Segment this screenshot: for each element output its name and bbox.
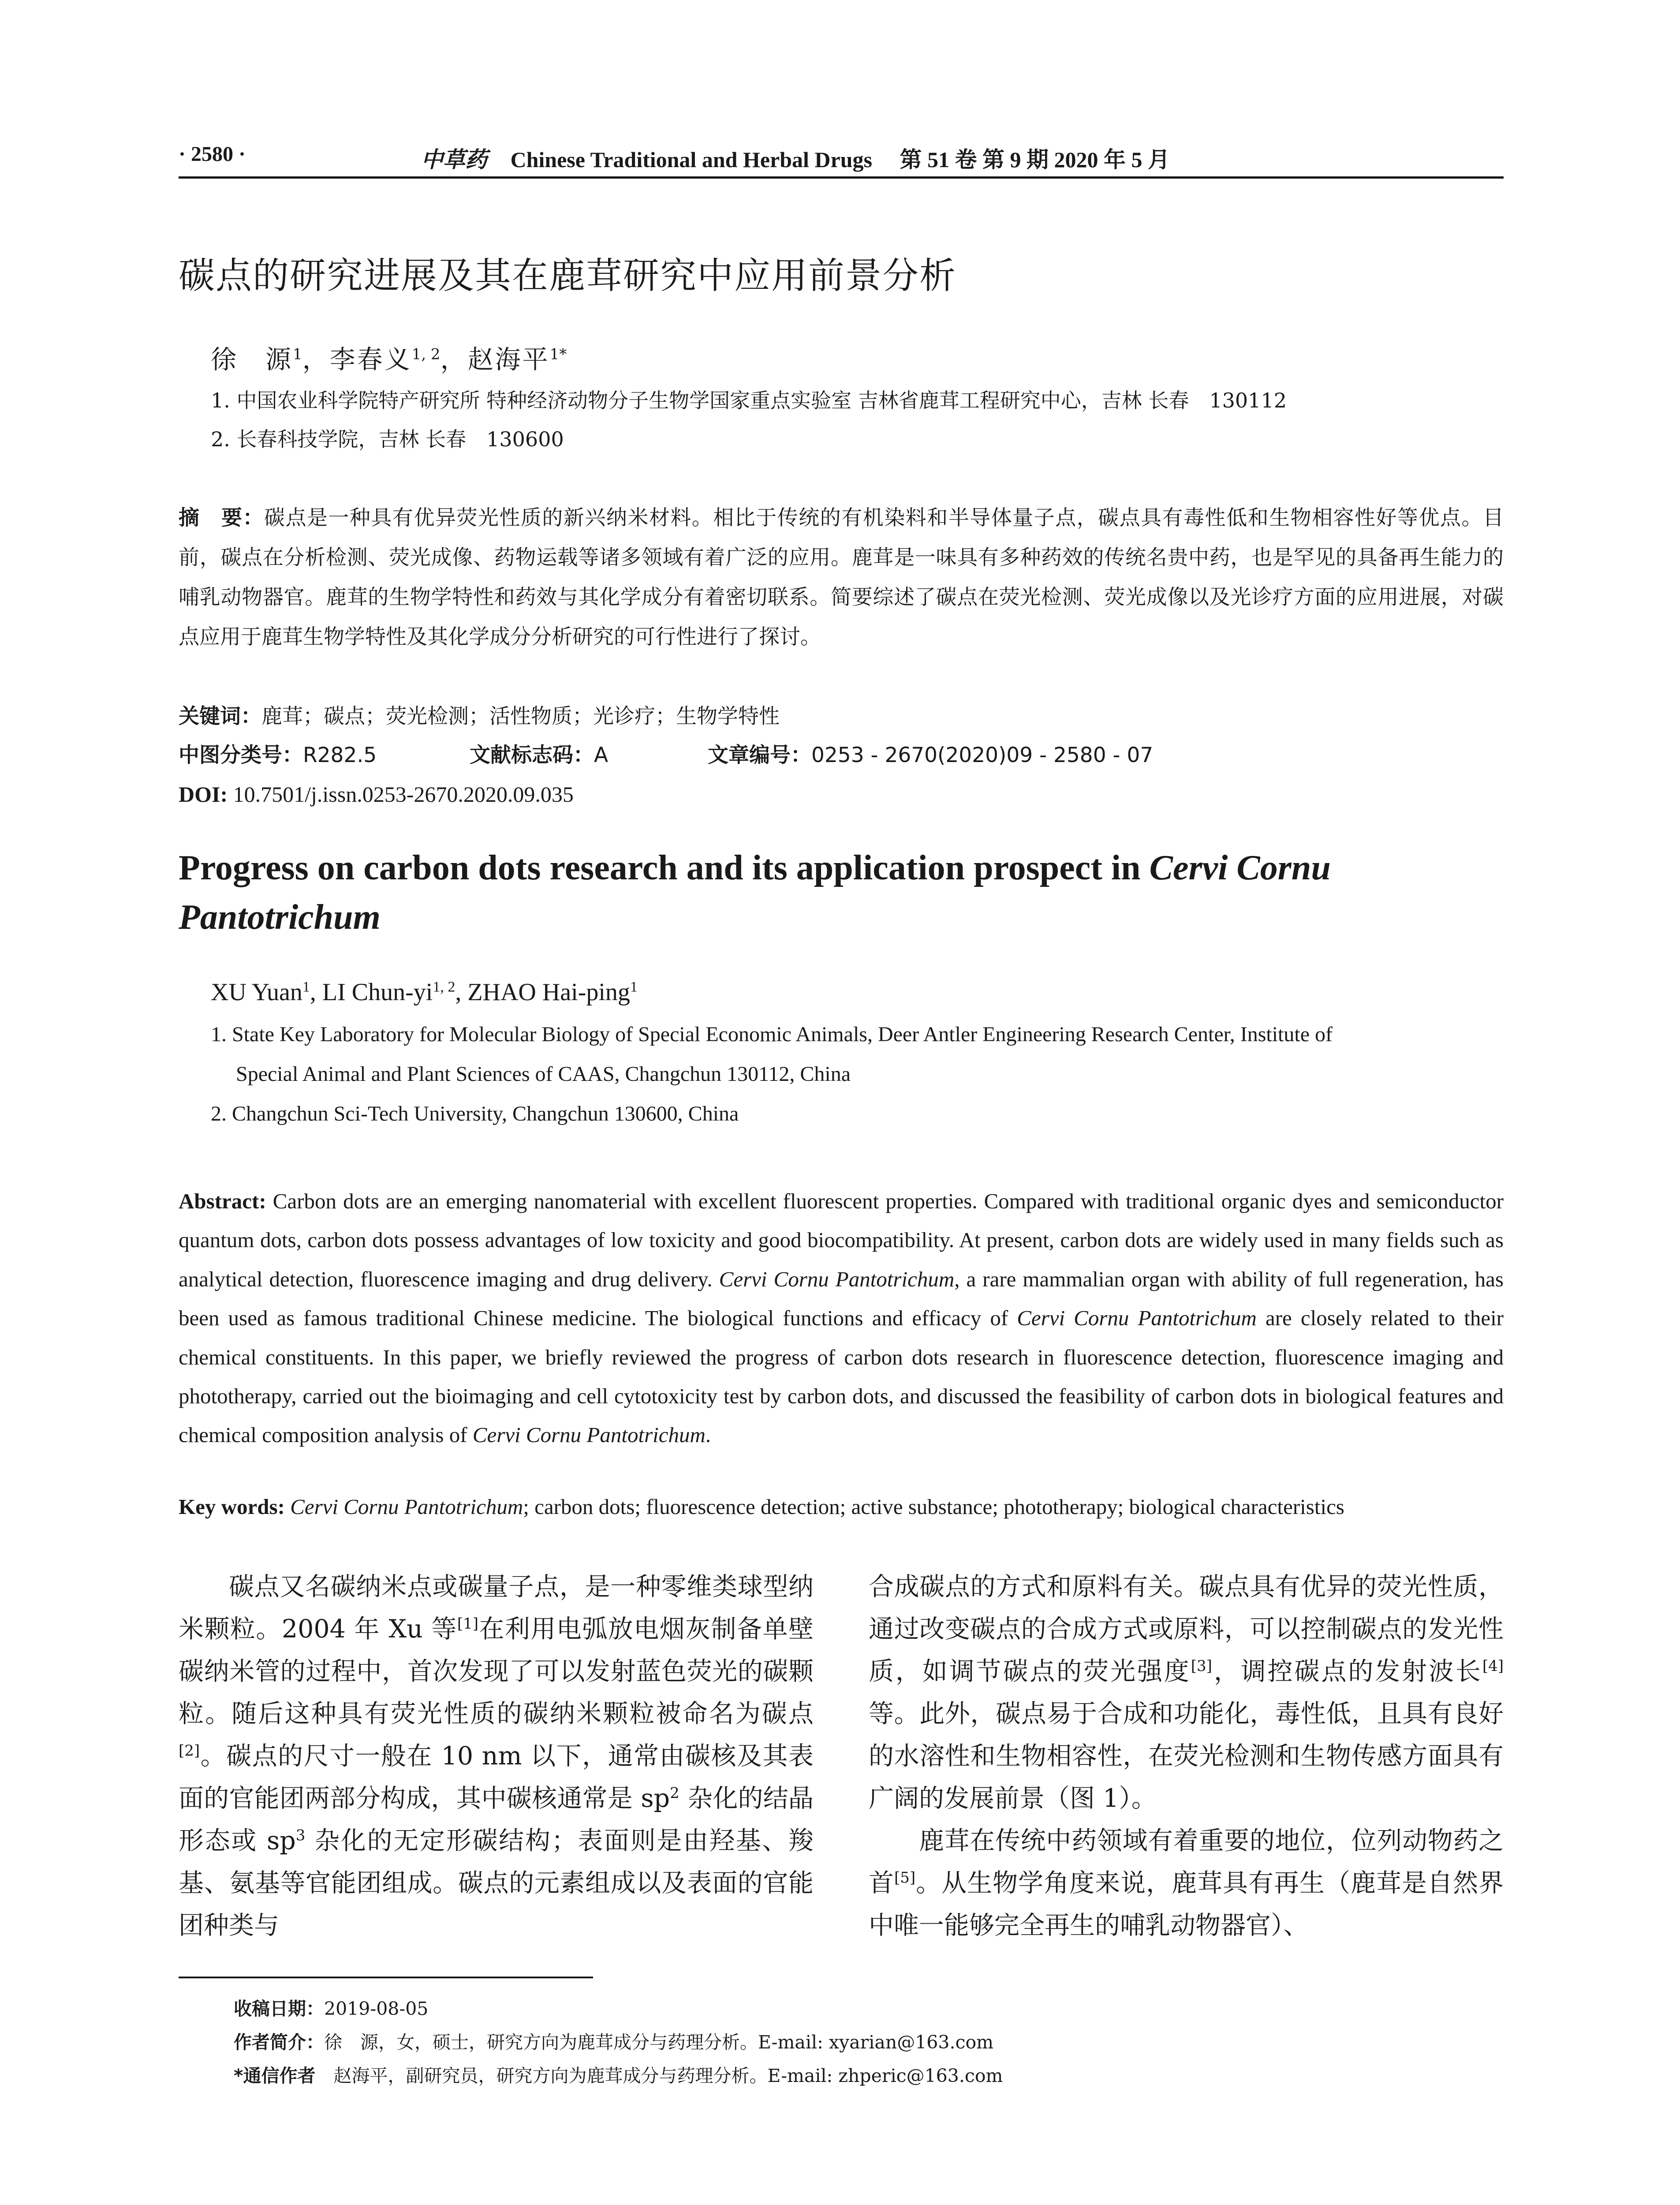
body-paragraph: 碳点又名碳纳米点或碳量子点，是一种零维类球型纳米颗粒。2004 年 Xu 等[1]在利用电弧放电烟灰制备单壁碳纳米管的过程中，首次发现了可以发射蓝色荧光的碳颗粒。随后这种具有荧光性质的碳纳米颗粒被命名为碳点[2]。碳点的尺寸一般在 10 nm 以下，通常由碳核及其表面的官能团两部分构成，其中碳核通常是 $sp^2$ 杂化的结晶形态或 $sp^3$ 杂化的无定形碳结构；表面则是由羟基、羧基、氨基等官能团组成。碳点的元素组成以及表面的官能团种类与 [179,1572,814,1940]
author-name: 徐 源 [211,344,293,374]
keywords-cn [179,697,1504,736]
abstract-en-italic: Cervi Cornu Pantotrichum [1017,1306,1257,1330]
body-column-left [179,1566,814,1947]
author-affil-sup: 1 [293,345,302,363]
author-name: XU Yuan [211,979,302,1006]
doi-label: DOI: [179,782,228,807]
author-affil-sup: 1 [302,979,310,995]
page-number: · 2580 · [179,142,246,166]
footnote-corresponding [234,2061,1003,2087]
article-id-label: 文章编号： [708,743,811,767]
affiliation-cn-1: 1. 中国农业科学院特产研究所 特种经济动物分子生物学国家重点实验室 吉林省鹿茸工程研究中心，吉林 长春 130112 [211,389,1287,412]
author-affil-sup: 1, 2 [411,345,441,363]
body-paragraph: 合成碳点的方式和原料有关。碳点具有优异的荧光性质，通过改变碳点的合成方式或原料，可以控制碳点的发光性质，如调节碳点的荧光强度[3]，调控碳点的发射波长[4]等。此外，碳点易于合成和功能化，毒性低，且具有良好的水溶性和生物相容性，在荧光检测和生物传感方面具有广阔的发展前景（图 1）。 [869,1572,1504,1813]
paper-title-en [179,843,1504,942]
abstract-en-label: Abstract: [179,1189,266,1213]
footnote-rule [179,1977,593,1978]
abstract-en-text: are closely related to their chemical constituents. In this paper, we briefly reviewed the progress of carbon dots research in fluorescence detection, fluorescence imaging and phototherapy, carried out the bioimaging and cell cytotoxicity test by carbon dots, and discussed the feasibility of carbon dots in biological features and chemical composition analysis of [179,1306,1504,1447]
abstract-en-italic: Cervi Cornu Pantotrichum [719,1267,955,1291]
footnote-text: 徐 源，女，硕士，研究方向为鹿茸成分与药理分析。E-mail: xyarian@163.com [324,2032,994,2053]
affiliation-cn-2: 2. 长春科技学院，吉林 长春 130600 [211,427,564,451]
abstract-en-text: , a rare mammalian organ with ability of full regeneration, has been used as famous traditional Chinese medicine. The biological functions and efficacy of [179,1267,1504,1330]
title-en-italic: Cervi Cornu Pantotrichum [179,848,1331,937]
citation-ref[interactable]: [4] [1482,1657,1504,1675]
journal-header [421,142,1170,174]
abstract-cn-label: 摘 要： [179,506,264,530]
journal-issue: 第 51 卷 第 9 期 2020 年 5 月 [900,147,1170,172]
abstract-en-text: . [705,1423,711,1447]
affiliation-en-1-cont: Special Animal and Plant Sciences of CAAS, Changchun 130112, China [236,1062,851,1086]
doc-code-value: A [594,743,609,767]
author-name: ZHAO Hai-ping [467,979,630,1006]
abstract-en-text: Carbon dots are an emerging nanomaterial with excellent fluorescent properties. Compared with traditional organic dyes and semiconductor quantum dots, carbon dots possess advantages of low toxicity and good biocompatibility. At present, carbon dots are widely used in many fields such as analytical detection, fluorescence imaging and drug delivery. [179,1189,1504,1291]
header-rule [179,176,1504,179]
body-paragraph: 鹿茸在传统中药领域有着重要的地位，位列动物药之首[5]。从生物学角度来说，鹿茸具有再生（鹿茸是自然界中唯一能够完全再生的哺乳动物器官）、 [869,1826,1504,1940]
footnote-label: *通信作者 [234,2065,316,2086]
author-affil-sup: 1* [549,345,567,363]
superscript: 2 [670,1784,679,1802]
author-affil-sup: 1, 2 [433,979,455,995]
author-list-en: XU Yuan$^1$, LI Chun-yi$^{1, 2}$, ZHAO Hai-ping$^1$ [211,979,638,1006]
clc-label: 中图分类号： [179,743,303,767]
citation-ref[interactable]: [5] [894,1869,916,1887]
journal-name-en: Chinese Traditional and Herbal Drugs [510,147,872,172]
body-column-right [869,1566,1504,1947]
doi-line [179,774,1504,814]
abstract-en [179,1182,1504,1455]
footnote-author-bio [234,2028,993,2054]
author-name: 赵海平 [467,344,550,374]
keywords-en-label: Key words: [179,1495,285,1519]
citation-ref[interactable]: [3] [1191,1657,1212,1675]
abstract-en-italic: Cervi Cornu Pantotrichum [472,1423,706,1447]
footnote-text: 赵海平，副研究员，研究方向为鹿茸成分与药理分析。E-mail: zhperic@163.com [315,2065,1003,2086]
abstract-cn-text: 碳点是一种具有优异荧光性质的新兴纳米材料。相比于传统的有机染料和半导体量子点，碳点具有毒性低和生物相容性好等优点。目前，碳点在分析检测、荧光成像、药物运载等诸多领域有着广泛的应用。鹿茸是一味具有多种药效的传统名贵中药，也是罕见的具备再生能力的哺乳动物器官。鹿茸的生物学特性和药效与其化学成分有着密切联系。简要综述了碳点在荧光检测、荧光成像以及光诊疗方面的应用进展，对碳点应用于鹿茸生物学特性及其化学成分分析研究的可行性进行了探讨。 [179,506,1504,649]
classification-line [179,736,1504,775]
keywords-en-italic: Cervi Cornu Pantotrichum [284,1495,523,1519]
article-id-value: 0253 - 2670(2020)09 - 2580 - 07 [811,743,1154,767]
author-name: 李春义 [329,344,412,374]
author-list-cn: 徐 源$^1$，李春义$^{1, 2}$，赵海平$^{1*}$ [211,344,567,374]
keywords-en [179,1494,1504,1519]
keywords-cn-label: 关键词： [179,704,261,729]
doc-code-label: 文献标志码： [470,743,594,767]
author-name: LI Chun-yi [322,979,433,1006]
keywords-en-text: ; carbon dots; fluorescence detection; active substance; phototherapy; biological characteristics [523,1495,1344,1519]
journal-logo-cn: 中草药 [421,146,487,172]
abstract-cn [179,498,1504,657]
title-en-main: Progress on carbon dots research and its application prospect in [179,848,1150,887]
doi-value[interactable]: 10.7501/j.issn.0253-2670.2020.09.035 [233,782,574,807]
paper-title-cn: 碳点的研究进展及其在鹿茸研究中应用前景分析 [179,255,957,297]
keywords-cn-text: 鹿茸；碳点；荧光检测；活性物质；光诊疗；生物学特性 [261,704,780,729]
clc-value: R282.5 [303,743,377,767]
affiliation-en-2: 2. Changchun Sci-Tech University, Changchun 130600, China [211,1102,739,1125]
affiliation-en-1: 1. State Key Laboratory for Molecular Biology of Special Economic Animals, Deer Antler Engineering Research Center, Institute of [211,1023,1333,1046]
citation-ref[interactable]: [1] [457,1615,479,1633]
footnote-received [234,1994,428,2020]
footnote-label: 作者简介： [234,2032,324,2053]
footnote-text: 2019-08-05 [324,1998,429,2019]
author-affil-sup: 1 [630,979,638,995]
citation-ref[interactable]: [2] [179,1742,200,1760]
superscript: 3 [295,1827,306,1844]
footnote-label: 收稿日期： [234,1998,324,2019]
